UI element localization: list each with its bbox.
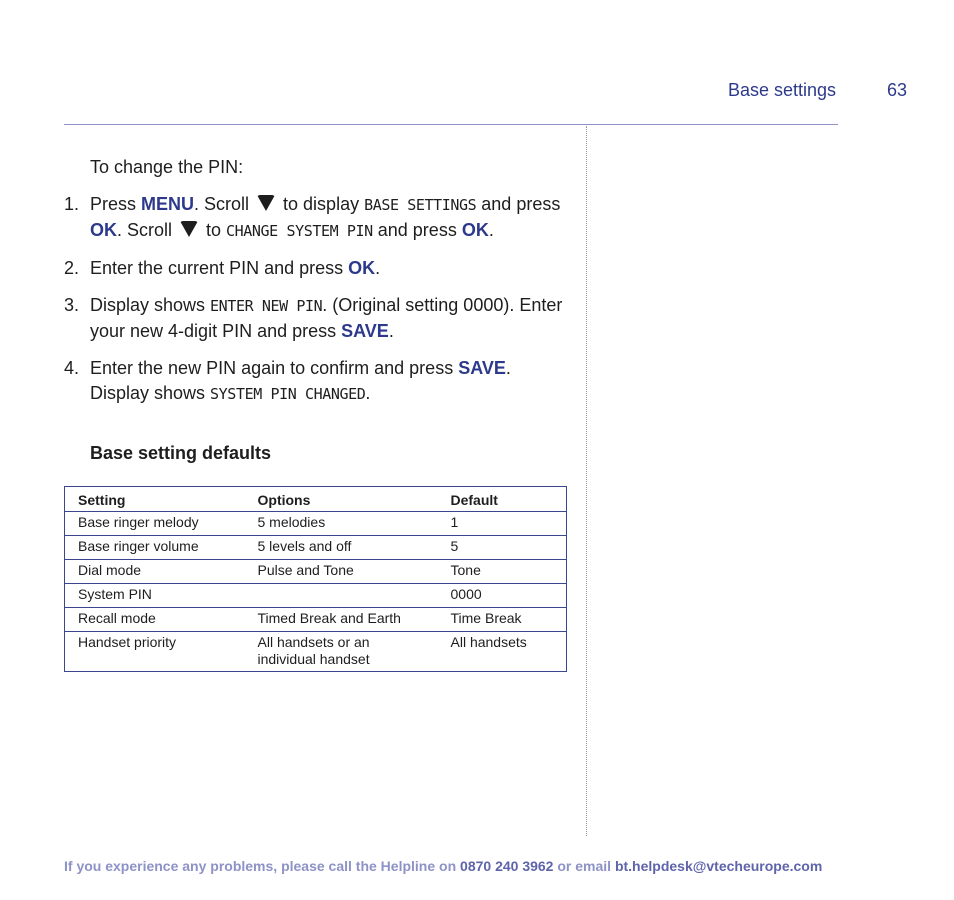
step-number: 2.	[64, 258, 80, 278]
step-number: 1.	[64, 194, 80, 214]
table-header-row	[65, 487, 567, 512]
table-cell: Base ringer melody	[65, 512, 245, 536]
table-row	[65, 632, 567, 672]
ok-key: OK	[461, 220, 489, 240]
ok-key: OK	[90, 220, 117, 240]
step-text: Press	[90, 194, 142, 214]
table-cell: Timed Break and Earth	[245, 608, 438, 632]
footer-text: or email	[553, 858, 615, 874]
step-body	[90, 192, 564, 244]
instructions	[64, 155, 564, 419]
column-divider	[586, 126, 587, 836]
step-text: . Display shows	[90, 358, 511, 403]
display-text: ENTER NEW PIN	[210, 297, 323, 315]
down-arrow-icon	[257, 195, 275, 211]
step-text: .	[365, 383, 371, 403]
save-key: SAVE	[458, 358, 506, 378]
column-header-setting: Setting	[65, 487, 245, 512]
step-text: to	[201, 220, 227, 240]
helpline-phone: 0870 240 3962	[460, 858, 554, 874]
step-text: .	[375, 258, 381, 278]
step-number: 3.	[64, 295, 80, 315]
step-body	[90, 293, 564, 344]
intro-text: To change the PIN:	[90, 157, 244, 177]
column-header-options: Options	[245, 487, 438, 512]
page-number: 63	[887, 80, 908, 100]
step-text: and press	[476, 194, 561, 214]
table-cell: 5 levels and off	[245, 536, 438, 560]
menu-key: MENU	[141, 194, 195, 214]
table-cell: Pulse and Tone	[245, 560, 438, 584]
table-cell: All handsets or an individual handset	[257, 634, 370, 667]
table-cell: 5 melodies	[245, 512, 438, 536]
display-text: CHANGE SYSTEM PIN	[226, 222, 373, 240]
step-body	[90, 256, 564, 281]
step-text: .	[388, 321, 394, 341]
table-row	[65, 584, 567, 608]
table-row	[65, 560, 567, 584]
step-text: . Scroll	[194, 194, 255, 214]
step-text: Display shows	[90, 295, 211, 315]
table-cell: Dial mode	[65, 560, 245, 584]
helpline-footer	[64, 858, 822, 874]
table-cell: 0000	[438, 584, 567, 608]
table-row	[65, 608, 567, 632]
step-text: to display	[278, 194, 365, 214]
header-section-title: Base settings	[728, 80, 837, 100]
step-text: . Scroll	[117, 220, 178, 240]
step-text: Enter the new PIN again to confirm and press	[90, 358, 459, 378]
table-row	[65, 536, 567, 560]
table-row	[65, 512, 567, 536]
step-2	[64, 256, 564, 281]
footer-text: If you experience any problems, please call the Helpline on	[64, 858, 461, 874]
column-header-default: Default	[438, 487, 567, 512]
table-cell: 5	[438, 536, 567, 560]
helpdesk-email-link[interactable]: bt.helpdesk@vtecheurope.com	[614, 858, 823, 874]
table-cell: Time Break	[438, 608, 567, 632]
down-arrow-icon	[180, 221, 198, 237]
step-3	[64, 293, 564, 344]
display-text: BASE SETTINGS	[364, 196, 477, 214]
display-text: SYSTEM PIN CHANGED	[210, 385, 366, 403]
step-text: .	[488, 220, 494, 240]
table-cell: All handsets	[450, 634, 527, 650]
save-key: SAVE	[341, 321, 389, 341]
table-cell: Tone	[438, 560, 567, 584]
step-text: Enter the current PIN and press	[90, 258, 349, 278]
table-cell	[245, 584, 438, 608]
step-text: . (Original setting 0000). Enter your new 4-digit PIN and press	[90, 295, 563, 341]
defaults-table	[64, 486, 567, 672]
table-cell: Handset priority	[78, 634, 177, 650]
table-cell: System PIN	[65, 584, 245, 608]
step-1	[64, 192, 564, 244]
table-cell: Base ringer volume	[65, 536, 245, 560]
table-cell: Recall mode	[65, 608, 245, 632]
header-rule	[64, 124, 838, 125]
step-number: 4.	[64, 358, 80, 378]
defaults-heading: Base setting defaults	[90, 443, 272, 463]
step-4	[64, 356, 564, 407]
table-cell: 1	[438, 512, 567, 536]
step-text: and press	[372, 220, 462, 240]
ok-key: OK	[348, 258, 376, 278]
step-body	[90, 356, 564, 407]
